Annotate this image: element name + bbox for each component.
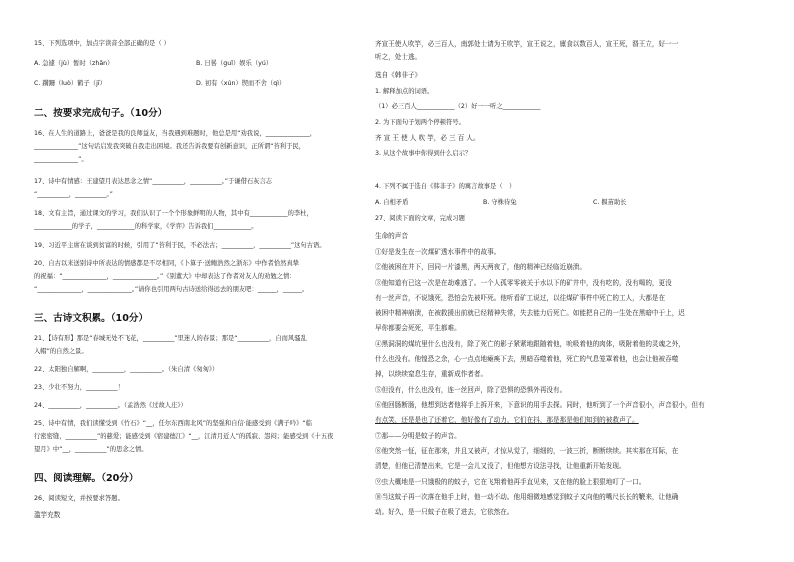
section-4-heading: 四、阅读理解。（20分） xyxy=(34,473,139,484)
q16-line-2: ______________”这句话启发我突破自我走出困境。我还告诉我要有创新意识，正所谓“苔利于民， xyxy=(34,143,305,150)
rq1-items: （1）必三百人____________（2）好一一听之____________ xyxy=(375,103,541,110)
article-para: ⑩当这蚊子再一次落在他手上时，他一动不动。他用细微地感觉到蚊子又向他的嘴尺长长的鞭来，让他确 xyxy=(375,493,679,501)
article-para: ⑧他突然一怔，征在那来，并且又被声，才惊从觉了，细细的，一波三折，断断续续。其实那在耳际，在 xyxy=(375,447,679,455)
q21-line-1: 21、【诗有形】那是“春城无处不飞花，__________”里迷人的春景；那是“__________，自而风骚乱 xyxy=(34,335,307,342)
article-para: ⑥他回肠断肠，他想到达者他将手上拆开来，下意识的用手去探。同时，他听到了一个声音很小，声音很小，但有 xyxy=(375,401,705,409)
q15-option-c: C. 蹒跚（luò）鹤子（jī） xyxy=(34,80,106,87)
q25-line-2: 行密密缝，__________”的慈爱；能感受到《宿建德江》“__，江清月近人”的孤寂、怨闷；能感受到《十五夜 xyxy=(34,433,334,440)
q18-line-1: 18、文有主旨，通过课文的学习，我们认识了一个个形象鲜明的人物，其中有____________的李杜， xyxy=(34,210,313,217)
passage-title: 滥竽充数 xyxy=(34,511,61,519)
rq4-option-a: A. 自相矛盾 xyxy=(375,199,409,206)
q15-option-b: B. 日晷（guǐ）娱乐（yú） xyxy=(196,60,273,67)
section-2-heading: 二、按要求完成句子。（10分） xyxy=(34,108,168,119)
article-para: 有一丝声音，不说饿死，恐怕会先被吓死。他听看矿工说过，以往煤矿事件中死亡的工人，大都是在 xyxy=(375,294,666,302)
q20-line-1: 20、自古以来送别诗中所表达的情感都是不尽相同，《卜算子·送鲍浩然之浙东》中作者恰然真挚 xyxy=(34,260,300,267)
rq3: 3. 从这个故事中你得到什么启示？ xyxy=(375,150,472,157)
rq2-sentence: 齐 宣 王 使 人 吹 竽，必 三 百 人。 xyxy=(375,134,480,142)
article-para: ⑤但没有，什么也没有，连一丝回声，除了恐惧的恐惧外再没有。 xyxy=(375,386,567,394)
article-para: 什么也没有。他惶恐之余，心一点点地瘫痪下去，黑暗吞噬着他，死亡的气息笼罩着他，也会让他被吞噬 xyxy=(375,355,679,363)
rq1: 1. 解释加点的词语。 xyxy=(375,88,434,95)
article-para: ⑨虫大概地是一只饿极的的蚊子，它在飞翔着他再手直见来，又在他的脸上狠狠地叮了一口。 xyxy=(375,478,646,486)
passage-line-1: 齐宣王使人吹竽，必三百人，南郭处士请为王吹竽，宣王说之，廪食以数百人，宣王死，湣王立，好一一 xyxy=(375,40,679,48)
q17-line-1: 17、诗中有情感：王建望月表达思念之情“__________，__________。”于谦借石灰言志 xyxy=(34,178,273,185)
rq4-option-c: C. 揠苗助长 xyxy=(593,199,627,206)
q20-line-2: 的祝福：“______________，______________。”《别董大》中却表达了作者对友人的劝勉之情： xyxy=(34,273,296,280)
article-para: ②他被困在井下，回同一片漆黑，两天两夜了，他的精神已经临近崩溃。 xyxy=(375,263,586,271)
q19: 19、习近平主席在谈到贫富的时候，引用了“苔利于民，不必法古；__________，__________”这句古语。 xyxy=(34,242,326,249)
q27: 27、阅读下面的文章，完成习题 xyxy=(375,215,465,222)
q15-stem: 15、下列选项中，加点字读音全部正确的是（ ） xyxy=(34,40,170,47)
article-para: 动。好久，是一只蚊子在吸了进去，它依然在。 xyxy=(375,508,514,516)
article-para: ⑦那——分明是蚊子的声音。 xyxy=(375,432,461,440)
passage-source: 选自《韩非子》 xyxy=(375,71,422,79)
article-para: 掉，以续续窒息生存，重新成作者者。 xyxy=(375,370,488,378)
q26: 26、阅读短文，并按要求答题。 xyxy=(34,495,124,502)
article-para: 清楚，但他已清楚出来，它是一会儿又没了，但他想方设法寻找，让他重新开始发现。 xyxy=(375,462,626,470)
q25-line-1: 25、诗中有情，我们读懂受到《竹石》“__，任尔东西南北风”的坚强和自信·能感受到《满子吟》“临 xyxy=(34,420,312,427)
q21-line-2: 入帽”的自然之景。 xyxy=(34,348,88,355)
q16-line-3: ______________”。 xyxy=(34,156,88,163)
section-3-heading: 三、古诗文积累。（10分） xyxy=(34,313,149,324)
rq4: 4. 下列不属于选自《韩非子》的寓言故事是（ ） xyxy=(375,183,516,190)
q16-line-1: 16、在人生的道路上，爸爸是我的良师益友，当我遇到难题时，他总是用“劝我说，______________， xyxy=(34,130,317,137)
article-para: ③他知道有已这一次是在劫难逃了。一个人孤零零被关于水以下的矿井中，没有吃的，没有喝的，更没 xyxy=(375,279,672,287)
article-para: ④黑洞洞的煤坑里什么也没有，除了死亡的影子紧紧地跟随着他，吮吸着他的肉体，吸附着他的灵魂之外， xyxy=(375,340,685,348)
article-title: 生命的声音 xyxy=(375,232,408,240)
q23: 23、少壮不努力，__________！ xyxy=(34,384,124,391)
q22: 22、太阳独自解啊，__________，__________。（朱自清《匆匆》） xyxy=(34,366,219,373)
q15-option-a: A. 急遽（jù）暂时（zhǎn） xyxy=(34,60,114,67)
article-para: 被困中精神崩溃，在被救援出前就已经精神失常，失去能力后死亡。如能把自己的一生处在黑暗中于上，迟 xyxy=(375,309,685,317)
passage-line-2: 听之，处士逃。 xyxy=(375,53,422,61)
q24: 24、__________，__________。（孟浩然《过故人庄》） xyxy=(34,402,187,409)
article-para: ①好是发生在一次煤矿透水事件中的故事。 xyxy=(375,248,501,256)
article-para: 早你都要会死死，平生都难。 xyxy=(375,324,461,332)
article-para-underlined: 有点笑，还是是也了还着它，他好像有了动力，它们在抖，那是那是他们知到的被救声了。 xyxy=(375,416,639,424)
rq4-option-b: B. 守株待兔 xyxy=(483,199,517,206)
q17-line-2: “__________，__________。” xyxy=(34,191,113,198)
q18-line-2: ____________的学子，____________的科学家，《学弈》告诉我们____________。 xyxy=(34,223,258,230)
q25-line-3: 望月》中“__，__________”的思念之情。 xyxy=(34,446,148,453)
rq2: 2. 为下面句子划两个停顿符号。 xyxy=(375,119,465,126)
q20-line-3: “______________，______________。”请你也引用两句古诗送给得远去的朋友吧：______，______。 xyxy=(34,286,309,293)
q15-option-d: D. 初有（xún）锲而不舍（qì） xyxy=(196,80,286,87)
